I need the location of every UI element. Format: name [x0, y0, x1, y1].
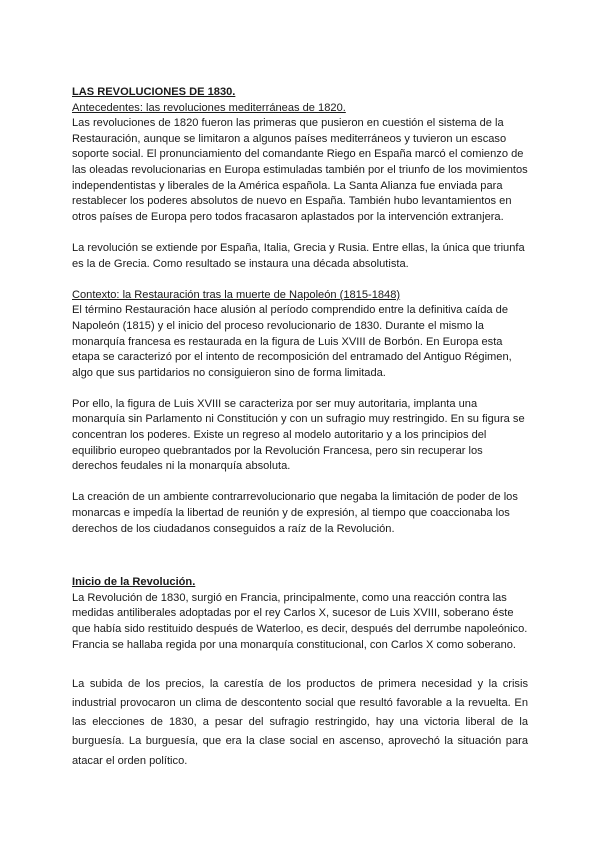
antecedentes-paragraph-1: Las revoluciones de 1820 fueron las primeras que pusieron en cuestión el sistema de la Restauración, aunque se limitaron a algunos países mediterráneos y tuvieron un escaso soporte social. El pronunciamiento del comandante Riego en España marcó el comienzo de las oleadas revolucionarias en Europa estimuladas también por el triunfo de los movimientos independentistas y liberales de la América española. La Santa Alianza fue enviada para restablecer los poderes absolutos de nuevo en España. También hubo levantamientos en otros países de Europa pero todos fracasaron aplastados por la intervención extranjera.: [72, 117, 528, 223]
antecedentes-heading: Antecedentes: las revoluciones mediterráneas de 1820.: [72, 101, 346, 114]
antecedentes-paragraph-2: La revolución se extiende por España, Italia, Grecia y Rusia. Entre ellas, la única que triunfa es la de Grecia. Como resultado se instaura una década absolutista.: [72, 241, 525, 270]
contexto-heading: Contexto: la Restauración tras la muerte de Napoleón (1815-1848): [72, 288, 401, 301]
section-title-inicio-revolucion: Inicio de la Revolución.: [72, 576, 196, 589]
contexto-paragraph-2: Por ello, la figura de Luis XVIII se caracteriza por ser muy autoritaria, implanta una monarquía sin Parlamento ni Constitución y con un sufragio muy restringido. En su figura se concentran los poderes. Existe un regreso al modelo autoritario y a los principios del equilibrio europeo quebrantados por la Revolución Francesa, pero sin recuperar los derechos feudales ni la monarquía absoluta.: [72, 397, 525, 473]
document-page: [72, 85, 528, 771]
section-title-revoluciones-1830: LAS REVOLUCIONES DE 1830.: [72, 86, 236, 98]
contexto-paragraph-3: La creación de un ambiente contrarrevolucionario que negaba la limitación de poder de los monarcas e impedía la libertad de reunión y de expresión, al tiempo que coaccionaba los derechos de los ciudadanos conseguidos a raíz de la Revolución.: [72, 491, 518, 535]
inicio-paragraph-2: La subida de los precios, la carestía de los productos de primera necesidad y la crisis industrial provocaron un clima de descontento social que resultó favorable a la revuelta. En las elecciones de 1830, a pesar del sufragio restringido, hay una victoria liberal de la burguesía. La burguesía, que era la clase social en ascenso, aprovechó la situación para atacar el orden político.: [72, 677, 528, 767]
inicio-paragraph-1: La Revolución de 1830, surgió en Francia, principalmente, como una reacción contra las medidas antiliberales adoptadas por el rey Carlos X, sucesor de Luis XVIII, soberano éste que había sido restituido después de Waterloo, es decir, después del derrumbe napoleónico. Francia se hallaba regida por una monarquía constitucional, con Carlos X como soberano.: [72, 591, 528, 651]
contexto-paragraph-1: El término Restauración hace alusión al período comprendido entre la definitiva caída de Napoleón (1815) y el inicio del proceso revolucionario de 1830. Durante el mismo la monarquía francesa es restaurada en la figura de Luis XVIII de Borbón. En Europa esta etapa se caracterizó por el intento de recomposición del entramado del Antiguo Régimen, algo que sus partidarios no consiguieron sino de forma limitada.: [72, 304, 512, 379]
